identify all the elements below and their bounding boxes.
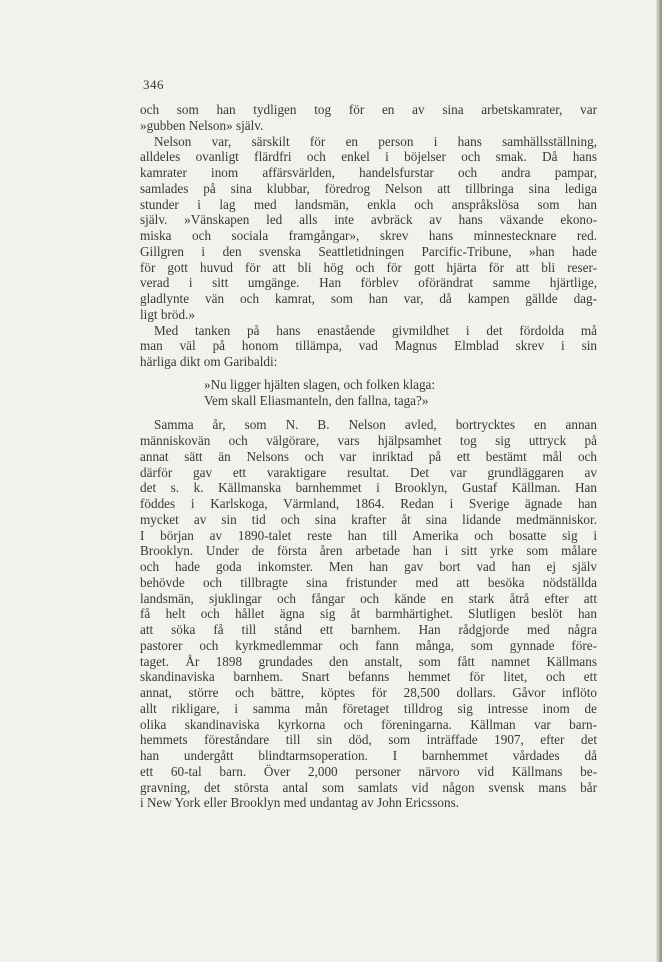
body-text	[140, 102, 597, 811]
text-line: i New York eller Brooklyn med undantag av John Ericssons.	[140, 795, 460, 811]
text-line: härliga dikt om Garibaldi:	[140, 354, 278, 369]
text-line: allt rikligare, i samma mån företaget tilldrog sig intresse inom de	[140, 700, 597, 716]
text-line: få helt och hållet ägna sig åt barmhärtighet. Slutligen beslöt han	[140, 606, 597, 622]
text-line: annat, större och bättre, köptes för 28,500 dollars. Gåvor inflöto	[140, 685, 597, 700]
text-line: annat sätt än Nelsons och var inriktad på ett bestämt mål och	[140, 448, 597, 464]
paragraph	[140, 417, 597, 811]
text-line: ett 60-tal barn. Över 2,000 personer närvoro vid Källmans be-	[140, 763, 597, 779]
text-line: föddes i Karlskoga, Värmland, 1864. Redan i Sverige ägnade han	[140, 496, 597, 511]
paragraph	[140, 323, 597, 370]
text-line: ligt bröd.»	[140, 306, 195, 322]
poem-line: »Nu ligger hjälten slagen, och folken klaga:	[204, 376, 436, 392]
page-edge-shadow	[656, 0, 662, 962]
poem-line: Vem skall Eliasmanteln, den fallna, taga?»	[204, 392, 429, 408]
text-line: därför gav ett varaktigare resultat. Det var grundläggaren av	[140, 464, 597, 480]
text-line: människovän och välgörare, vars hjälpsamhet tog sig uttryck på	[140, 433, 597, 448]
text-line: olika skandinaviska kyrkorna och föreningarna. Källman var barn-	[140, 716, 597, 732]
text-line: I början av 1890-talet reste han till Amerika och bosatte sig i	[140, 527, 597, 543]
text-line: själv. »Vänskapen led alls inte avbräck av hans växande ekono-	[140, 212, 597, 228]
text-line: och hade goda inkomster. Men han gav bort vad han ej själv	[140, 559, 597, 574]
text-line: verad i sitt umgänge. Han förblev oförändrat samme hjärtlige,	[140, 275, 597, 291]
text-line: Gillgren i den svenska Seattletidningen Parcific-Tribune, »han hade	[140, 243, 597, 259]
text-line: landsmän, sjuklingar och fångar och kände en stark åtrå efter att	[140, 590, 597, 606]
text-line: för gott huvud för att bli hög och för gott hjärta för att bli reser-	[140, 259, 597, 275]
text-line: samlades på sina klubbar, föredrog Nelson att tillbringa sina lediga	[140, 180, 597, 196]
page-number: 346	[143, 77, 164, 92]
text-line: han undergått blindtarmsoperation. I barnhemmet vårdades då	[140, 748, 597, 763]
text-line: stunder i lag med landsmän, enkla och anspråkslösa som han	[140, 196, 597, 212]
text-line: att söka få till stånd ett barnhem. Han rådgjorde med några	[140, 622, 597, 637]
text-line: det s. k. Källmanska barnhemmet i Brooklyn, Gustaf Källman. Han	[140, 480, 597, 496]
text-line: mycket av sin tid och sina krafter åt sina lidande medmänniskor.	[140, 511, 597, 527]
paragraph	[140, 102, 597, 134]
text-line: kamrater inom affärsvärlden, handelsfurstar och andra pampar,	[140, 165, 597, 180]
text-line: pastorer och kyrkmedlemmar och fann många, som gynnade före-	[140, 637, 597, 653]
text-line: Samma år, som N. B. Nelson avled, bortrycktes en annan	[154, 417, 597, 433]
text-line: miska och sociala framgångar», skrev hans minnestecknare red.	[140, 228, 597, 243]
text-line: gravning, det största antal som samlats vid någon svensk mans bår	[140, 779, 597, 795]
paragraph	[140, 134, 597, 323]
text-line: man väl på honom tillämpa, vad Magnus Elmblad skrev i sin	[140, 338, 597, 354]
text-line: Brooklyn. Under de första åren arbetade han i sitt yrke som målare	[140, 543, 597, 559]
text-line: hemmets föreståndare till sin död, som inträffade 1907, efter det	[140, 732, 597, 748]
text-line: behövde och tillbragte sina fristunder med att besöka nödställda	[140, 574, 597, 590]
text-line: och som han tydligen tog för en av sina arbetskamrater, var	[140, 102, 597, 117]
text-line: gladlynte vän och kamrat, som han var, då kampen gällde dag-	[140, 291, 597, 306]
text-line: Med tanken på hans enastående givmildhet i det fördolda må	[154, 322, 597, 338]
text-line: Nelson var, särskilt för en person i hans samhällsställning,	[154, 133, 597, 149]
text-line: alldeles ovanligt flärdfri och enkel i böjelser och smak. Då hans	[140, 149, 597, 165]
text-line: skandinaviska barnhem. Snart befanns hemmet för litet, och ett	[140, 669, 597, 685]
poem-quote	[140, 377, 597, 409]
text-line: taget. År 1898 grundades den anstalt, som fått namnet Källmans	[140, 653, 597, 669]
text-line: »gubben Nelson» själv.	[140, 117, 264, 133]
